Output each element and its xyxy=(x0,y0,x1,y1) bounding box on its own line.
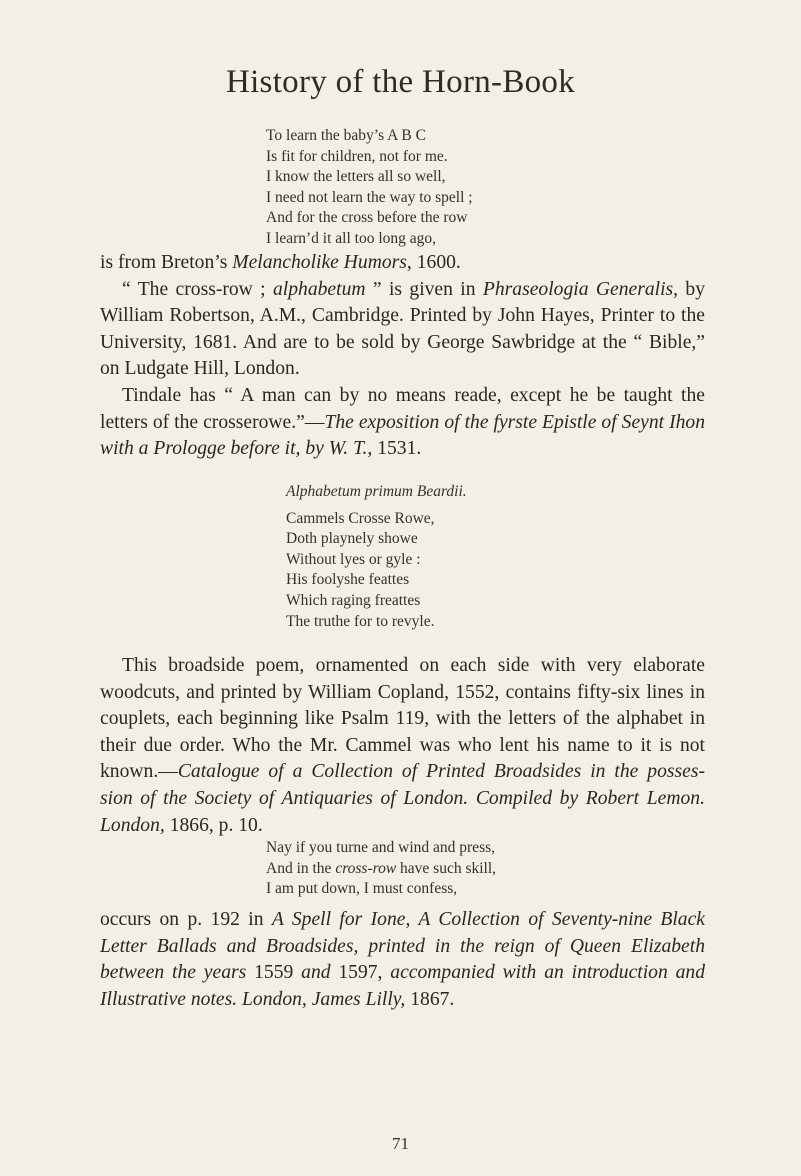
prose-block-1 xyxy=(100,250,705,463)
verse-line: I learn’d it all too long ago, xyxy=(266,229,437,247)
verse-line: Which raging freattes xyxy=(286,591,421,609)
verse-line: His foolyshe feattes xyxy=(286,571,410,589)
verse-line: Nay if you turne and wind and press, xyxy=(266,839,496,856)
paragraph-spell-for-ione: occurs on p. 192 in A Spell for Ione, A Collection of Seventy-nine Black Letter Ballads and Broadsides, printed in the reign of Queen Elizabeth between the years 1559 and 1597, accompanied with an introduction and Illustrative notes. London, James Lilly, 1867. xyxy=(100,909,706,1010)
running-head: History of the Horn-Book xyxy=(225,64,576,100)
prose-block-2 xyxy=(100,653,705,839)
verse-title: Alphabetum primum Beardii. xyxy=(286,483,467,500)
verse-line: I am put down, I must confess, xyxy=(266,880,458,898)
verse-line: Doth playnely showe xyxy=(286,530,418,548)
verse-line: To learn the baby’s A B C xyxy=(266,127,426,144)
verse-line: I know the letters all so well, xyxy=(266,168,446,186)
verse-spell xyxy=(266,838,496,900)
paragraph-tindale: Tindale has “ A man can by no means reade, except he be taught the letters of the crosserowe.”—The exposition of the fyrste Epistle of Seynt Ihon with a Prologge before it, by W. T., 1531. xyxy=(100,384,705,460)
verse-line: And in the cross-row have such skill, xyxy=(266,859,497,877)
paragraph-breton-source: is from Breton’s Melancholike Humors, 1600. xyxy=(100,252,461,273)
verse-line: I need not learn the way to spell ; xyxy=(266,188,473,206)
verse-line: And for the cross before the row xyxy=(266,209,468,227)
verse-beard xyxy=(286,482,467,632)
verse-line: Is fit for children, not for me. xyxy=(266,147,448,165)
verse-line: Cammels Crosse Rowe, xyxy=(286,509,435,527)
verse-line: The truthe for to revyle. xyxy=(286,612,435,630)
paragraph-cross-row: “ The cross-row ; alphabetum ” is given in Phraseologia Generalis, by William Robertson, A.M., Cambridge. Printed by John Hayes, Printer to the University, 1681. And are to be sold by George Sawbridge at the “ Bible,” on Ludgate Hill, London. xyxy=(100,278,706,380)
verse-line: Without lyes or gyle : xyxy=(286,550,421,568)
page-number: 71 xyxy=(392,1134,409,1153)
paragraph-broadside: This broadside poem, ornamented on each side with very elaborate woodcuts, and printed by William Copland, 1552, contains fifty-six lines in couplets, each beginning like Psalm 119, with the letters of the alphabet in their due order. Who the Mr. Cammel was who lent his name to it is not known.—Catalogue of a Collection of Printed Broadsides in the posses- sion of the Society of Antiquaries of London. Compiled by Robert Lemon. London, 1866, p. 10. xyxy=(100,655,705,836)
prose-block-3 xyxy=(100,907,705,1013)
verse-breton xyxy=(266,126,473,250)
